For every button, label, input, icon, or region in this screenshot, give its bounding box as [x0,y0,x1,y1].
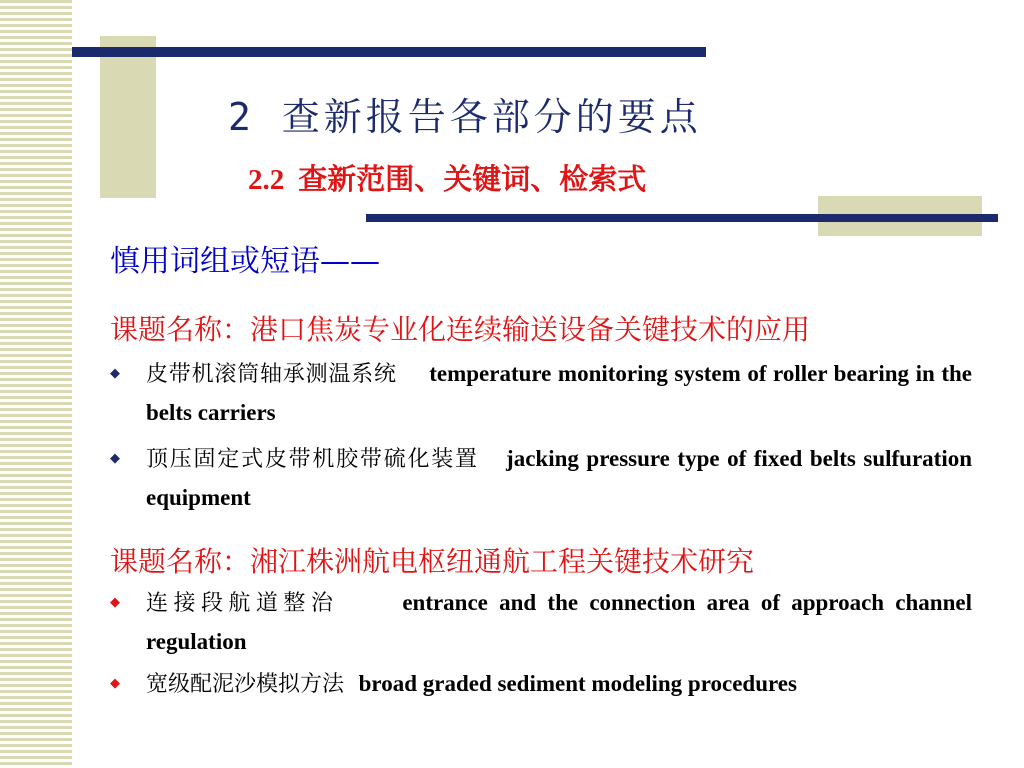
topic-title-1: 课题名称：港口焦炭专业化连续输送设备关键技术的应用 [110,313,811,346]
diamond-bullet-icon: ◆ [110,451,120,466]
list-item [110,665,972,704]
item-english: entrance and the connection area of approach channel regulation [146,590,972,654]
subtitle-text: 查新范围、关键词、检索式 [298,162,647,196]
item-chinese: 宽级配泥沙模拟方法 [146,672,345,697]
title-rule-top [72,47,706,57]
slide-title: 2 查新报告各部分的要点 [228,95,702,139]
title-rule-bottom [366,214,998,222]
slide-subtitle [248,157,646,198]
decorative-block-top [100,36,156,198]
list-item-text [146,665,972,704]
topic-title-2: 课题名称：湘江株洲航电枢纽通航工程关键技术研究 [110,545,755,578]
item-english: jacking pressure type of fixed belts sulfuration equipment [146,446,972,510]
list-item-text [146,440,972,517]
item-chinese: 连接段航道整治 [146,591,339,616]
diamond-bullet-icon: ◆ [110,676,120,691]
item-chinese: 皮带机滚筒轴承测温系统 [146,362,397,387]
item-english: temperature monitoring system of roller bearing in the belts carriers [146,361,972,425]
diamond-bullet-icon: ◆ [110,366,120,381]
diamond-bullet-icon: ◆ [110,595,120,610]
list-item-text [146,355,972,432]
item-chinese: 顶压固定式皮带机胶带硫化装置 [146,447,479,472]
decorative-stripes [0,0,72,768]
list-item [110,584,972,661]
subtitle-number: 2.2 [248,164,285,196]
section-heading: 慎用词组或短语—— [110,244,380,279]
list-item [110,440,972,517]
item-english: broad graded sediment modeling procedures [358,671,797,696]
list-item-text [146,584,972,661]
list-item [110,355,972,432]
